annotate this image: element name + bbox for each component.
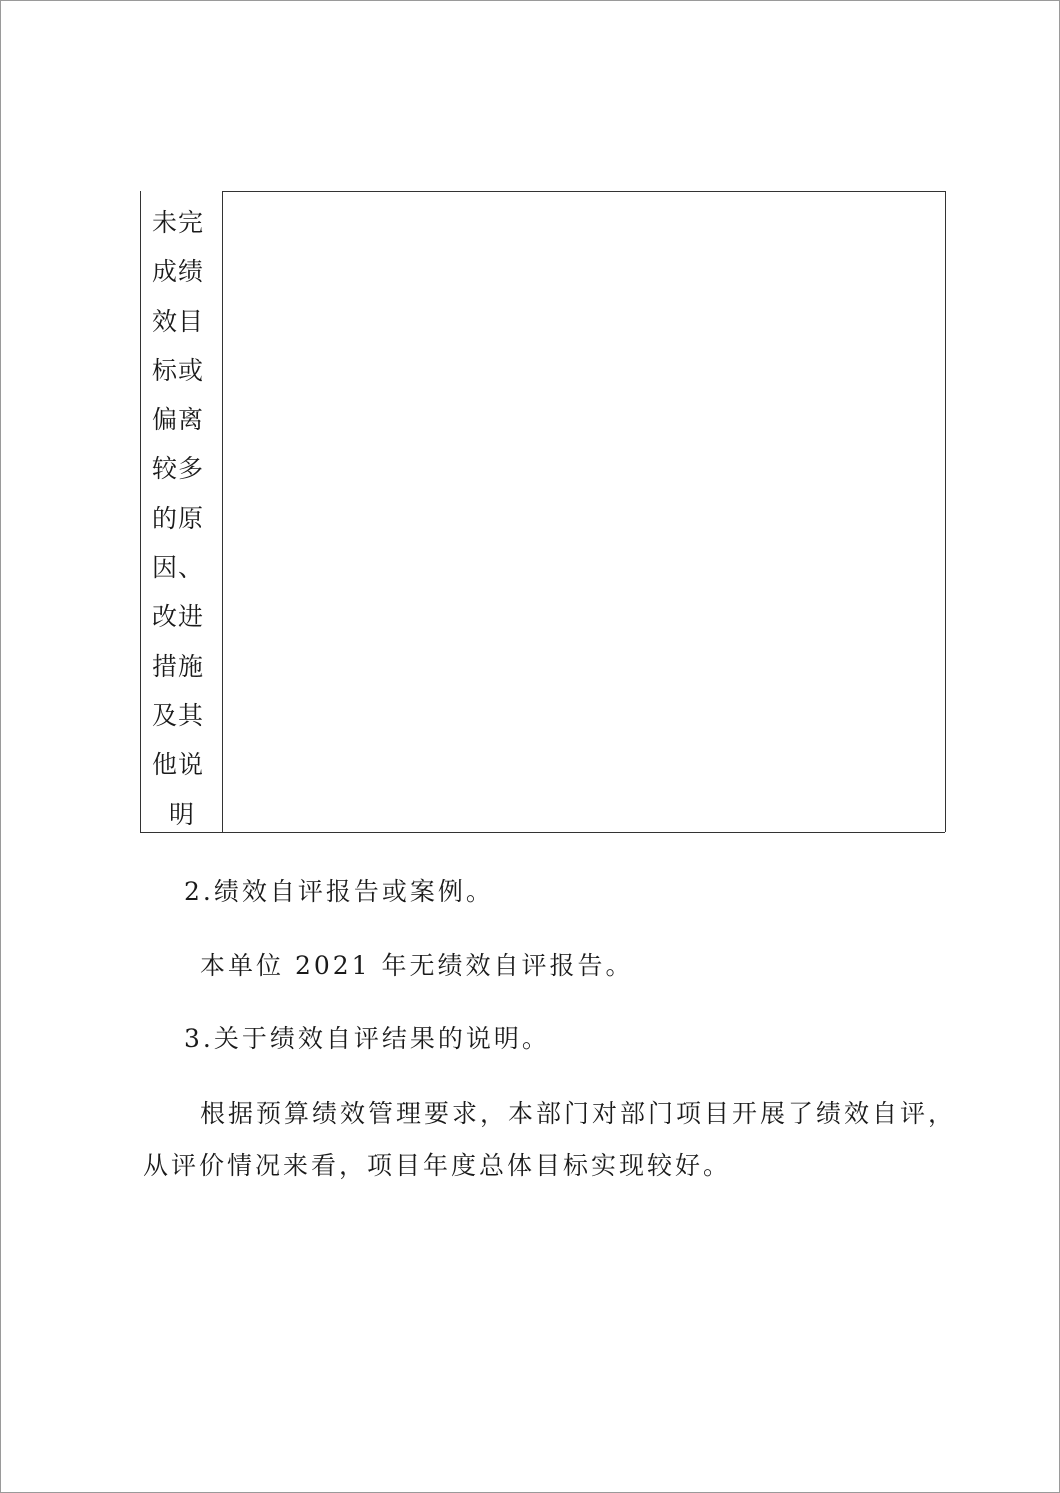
label-line: 较多 (152, 454, 205, 484)
label-line: 及其 (152, 700, 205, 730)
label-line: 未完 (152, 208, 205, 237)
label-line: 偏离 (152, 405, 205, 435)
section-heading-3: 3.关于绩效自评结果的说明。 (184, 1024, 550, 1053)
label-line: 因、 (152, 553, 205, 583)
table-border-top (222, 191, 945, 192)
label-line: 措施 (152, 651, 205, 681)
label-line: 明 (168, 799, 195, 829)
table-label-cell (152, 198, 212, 839)
label-line: 标或 (152, 355, 205, 385)
label-line: 成绩 (152, 257, 205, 287)
table-border-left (140, 191, 141, 832)
label-line: 他说 (152, 750, 205, 780)
section-paragraph-3-line-1: 根据预算绩效管理要求，本部门对部门项目开展了绩效自评， (200, 1099, 957, 1128)
label-line: 的原 (152, 503, 205, 533)
table-column-divider (222, 191, 223, 832)
section-paragraph-2: 本单位 2021 年无绩效自评报告。 (200, 951, 634, 980)
label-line: 效目 (152, 306, 205, 336)
table-content-cell (224, 193, 944, 831)
table-border-right (945, 191, 946, 832)
section-paragraph-3-line-2: 从评价情况来看，项目年度总体目标实现较好。 (143, 1151, 732, 1180)
section-heading-2: 2.绩效自评报告或案例。 (184, 877, 494, 906)
table-border-bottom (140, 832, 945, 833)
label-line: 改进 (152, 602, 205, 632)
